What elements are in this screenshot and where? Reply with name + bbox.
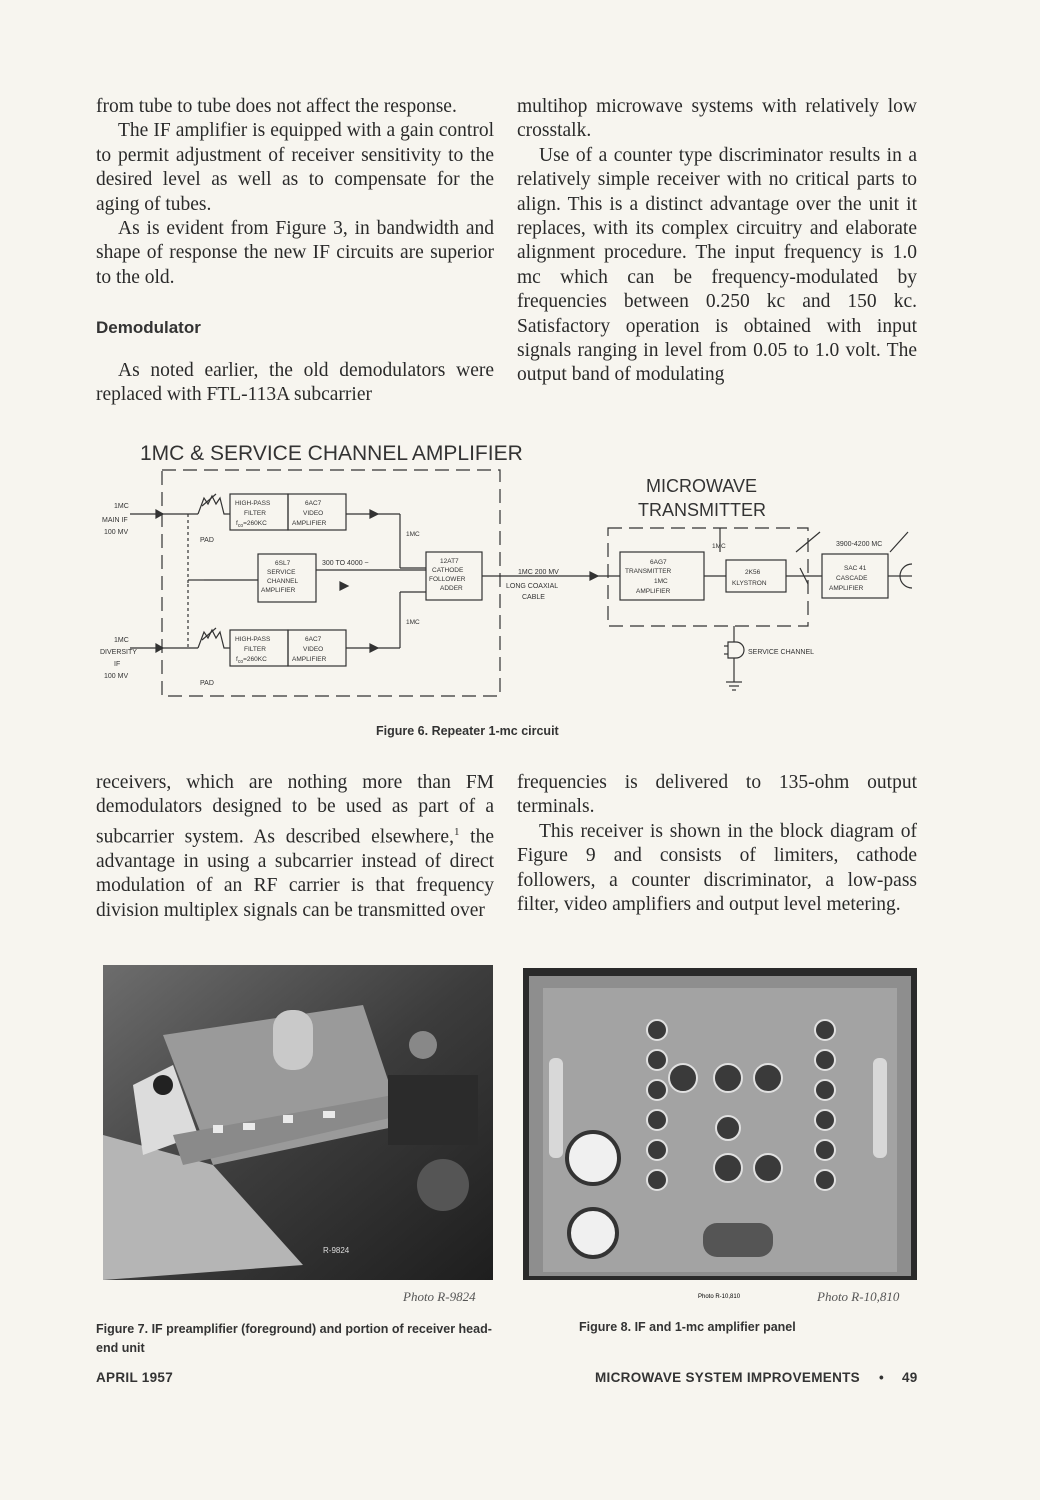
- label: PAD: [200, 537, 214, 544]
- label: co: [237, 659, 244, 665]
- label: CHANNEL: [267, 578, 299, 585]
- label: 1MC: [406, 531, 420, 538]
- paragraph: multihop microwave systems with relatively low crosstalk.: [517, 96, 917, 142]
- label: IF: [114, 661, 121, 668]
- label: 2K56: [745, 569, 761, 576]
- figure-6-caption: Figure 6. Repeater 1-mc circuit: [376, 724, 559, 738]
- text-column-bottom-right: [517, 771, 917, 917]
- label: SERVICE CHANNEL: [748, 649, 815, 656]
- label: CABLE: [522, 594, 545, 601]
- label: VIDEO: [303, 510, 324, 517]
- label: AMPLIFIER: [636, 588, 671, 595]
- label: SAC 41: [844, 565, 867, 572]
- label: PAD: [200, 680, 214, 687]
- figure-7-photo: [103, 965, 493, 1280]
- label: f: [236, 656, 238, 663]
- mw-title: TRANSMITTER: [638, 500, 766, 520]
- label: KLYSTRON: [732, 580, 767, 587]
- footer-running-title: MICROWAVE SYSTEM IMPROVEMENTS: [595, 1370, 860, 1385]
- label: VIDEO: [303, 646, 324, 653]
- label: ADDER: [440, 585, 463, 592]
- figure-8-caption: Figure 8. IF and 1-mc amplifier panel: [579, 1320, 796, 1334]
- repeater-block-diagram: [100, 432, 920, 732]
- paragraph: As noted earlier, the old demodulators were replaced with FTL-113A subcarrier: [96, 359, 494, 406]
- label: 6SL7: [275, 560, 291, 567]
- label: CASCADE: [836, 575, 868, 582]
- label: LONG COAXIAL: [506, 583, 559, 590]
- label: 100 MV: [104, 673, 129, 680]
- paragraph: This receiver is shown in the block diagram of Figure 9 and consists of limiters, cathode followers, a counter discriminator, a low-pass filter, video amplifiers and output level metering.: [517, 820, 917, 916]
- page-number: 49: [902, 1370, 918, 1385]
- paragraph: Use of a counter type discriminator results in a relatively simple receiver with no critical parts to align. This is a distinct advantage over the unit it replaces, with its complex circuitry and elaborate alignment procedure. The input frequency is 1.0 mc which can be frequency-modulated by frequencies between 0.250 kc and 150 kc. Satisfactory operation is obtained with input signals ranging in level from 0.05 to 1.0 volt. The output band of modulating: [517, 144, 917, 386]
- label: 1MC: [114, 503, 129, 510]
- label: 1MC 200 MV: [518, 569, 559, 576]
- label: 1MC: [712, 543, 726, 550]
- label: SERVICE: [267, 569, 296, 576]
- label: AMPLIFIER: [292, 656, 327, 663]
- footnote-ref: 1: [453, 825, 460, 838]
- label: 1MC: [406, 619, 420, 626]
- paragraph: from tube to tube does not affect the response.: [96, 96, 457, 117]
- figure-8-photo: [523, 968, 917, 1300]
- photo-credit: Photo R-9824: [403, 1289, 476, 1304]
- label: =260KC: [243, 520, 267, 527]
- text-column-top-right: [517, 95, 917, 388]
- footer-bullet: •: [879, 1370, 885, 1385]
- label: 12AT7: [440, 558, 459, 565]
- figure-7-caption: Figure 7. IF preamplifier (foreground) and portion of receiver head-end unit: [96, 1322, 492, 1355]
- label: AMPLIFIER: [292, 520, 327, 527]
- label: 300 TO 4000 ~: [322, 560, 369, 567]
- text-column-bottom-left: [96, 771, 494, 923]
- label: MAIN IF: [102, 517, 128, 524]
- footer-date: APRIL 1957: [96, 1370, 174, 1385]
- photo-tag: Photo R-10,810: [698, 1294, 741, 1300]
- label: f: [236, 520, 238, 527]
- paragraph-text: the advantage in using a subcarrier instead of direct modulation of an RF carrier is that frequency division multiplex signals can be transmitted over: [96, 826, 494, 921]
- label: FILTER: [244, 510, 266, 517]
- label: 1MC: [654, 578, 668, 585]
- label: 100 MV: [104, 529, 129, 536]
- label: CATHODE: [432, 567, 464, 574]
- mw-title: MICROWAVE: [646, 476, 757, 496]
- paragraph-text: receivers, which are nothing more than FM demodulators designed to be used as part of a subcarrier system. As described elsewhere,: [96, 772, 494, 848]
- photo-credit: Photo R-10,810: [817, 1289, 900, 1304]
- label: FOLLOWER: [429, 576, 466, 583]
- label: 6AC7: [305, 636, 322, 643]
- diagram-title: 1MC & SERVICE CHANNEL AMPLIFIER: [140, 442, 523, 465]
- paragraph: frequencies is delivered to 135-ohm output terminals.: [517, 772, 917, 818]
- label: co: [237, 523, 244, 529]
- label: AMPLIFIER: [829, 585, 864, 592]
- section-heading: Demodulator: [96, 318, 201, 338]
- label: TRANSMITTER: [625, 568, 672, 575]
- label: 6AC7: [305, 500, 322, 507]
- label: 3900-4200 MC: [836, 541, 883, 548]
- label: =260KC: [243, 656, 267, 663]
- text-column-top-left: [96, 95, 494, 407]
- svg-text:fco=260KC: [236, 520, 267, 529]
- paragraph: The IF amplifier is equipped with a gain control to permit adjustment of receiver sensitivity to the desired level as well as to compensate for the aging of tubes.: [96, 120, 494, 215]
- photo-tag: R-9824: [323, 1246, 350, 1255]
- svg-text:fco=260KC: [236, 656, 267, 665]
- label: HIGH-PASS: [235, 636, 271, 643]
- label: 6AG7: [650, 559, 667, 566]
- label: 1MC: [114, 637, 129, 644]
- label: AMPLIFIER: [261, 587, 296, 594]
- label: DIVERSITY: [100, 649, 137, 656]
- label: HIGH-PASS: [235, 500, 271, 507]
- label: FILTER: [244, 646, 266, 653]
- paragraph: As is evident from Figure 3, in bandwidth and shape of response the new IF circuits are superior to the old.: [96, 218, 494, 288]
